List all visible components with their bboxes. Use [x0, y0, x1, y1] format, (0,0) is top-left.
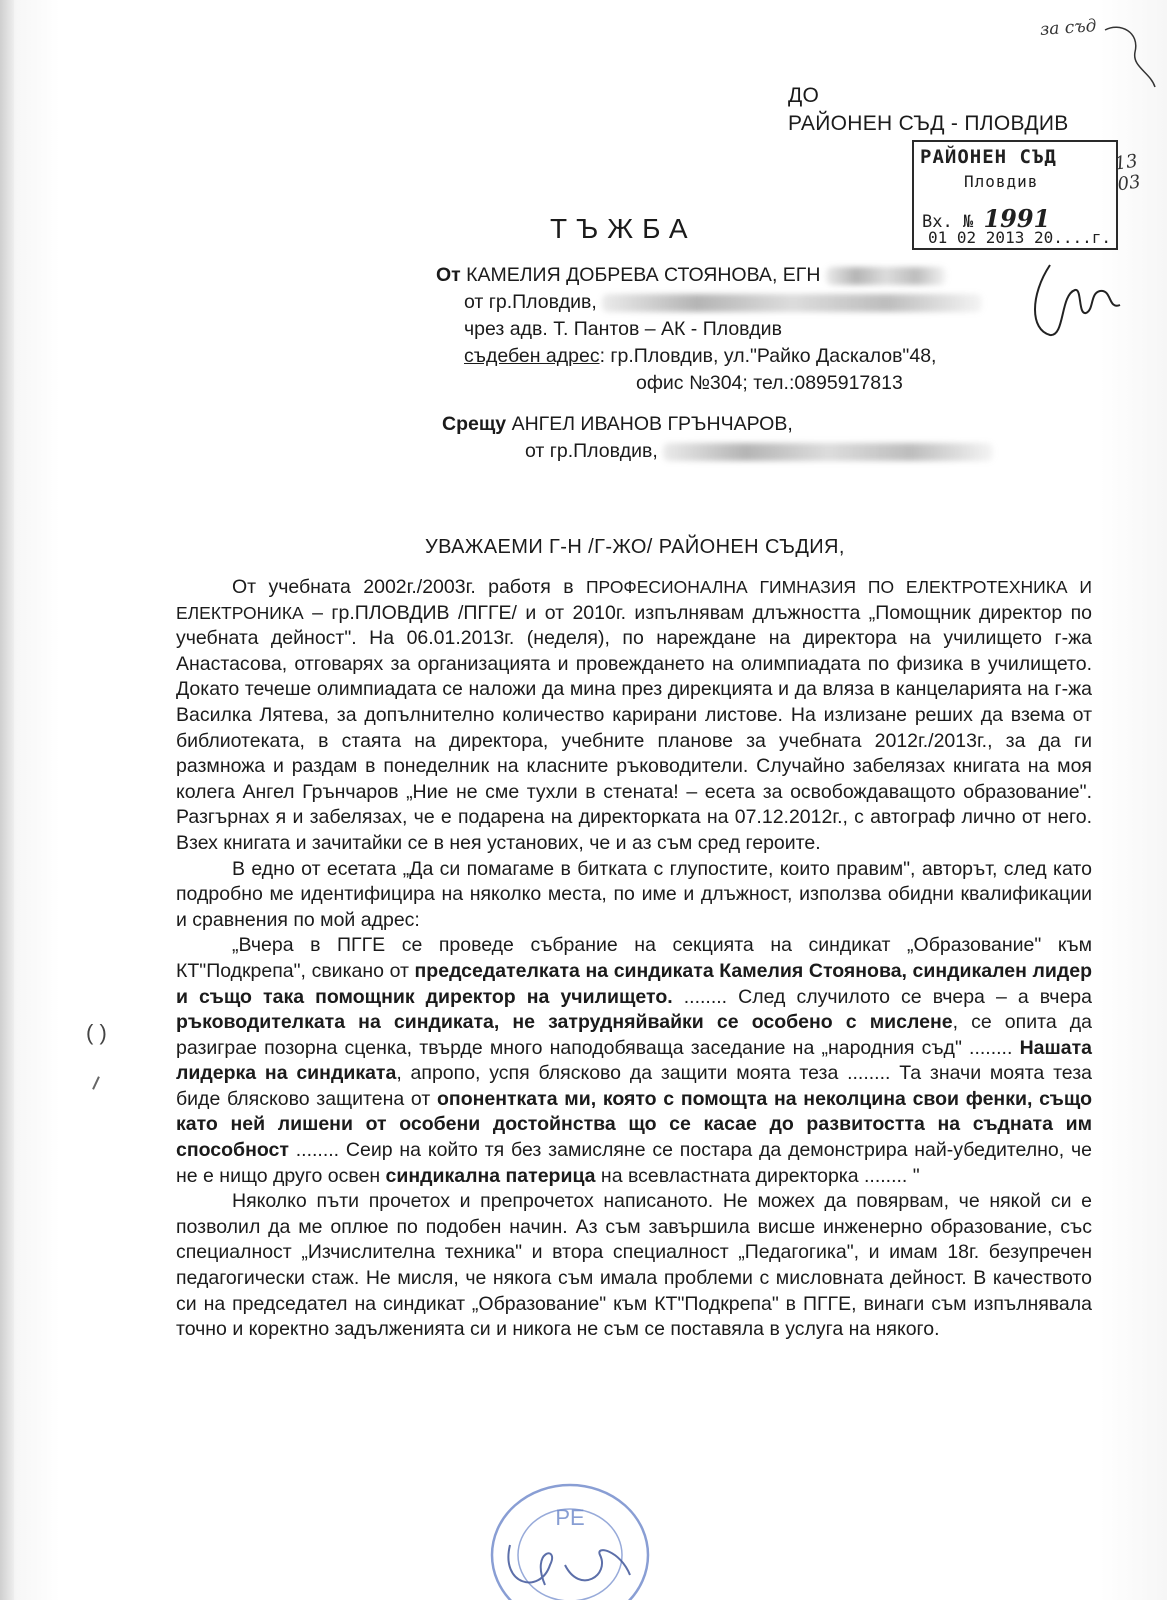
plaintiff-court-address-line	[436, 343, 982, 370]
handwritten-curl-icon	[1100, 22, 1160, 92]
paragraph-1: От учебната 2002г./2003г. работя в ПРОФЕСИОНАЛНА ГИМНАЗИЯ ПО ЕЛЕКТРОТЕХНИКА И ЕЛЕКТРОНИКА – гр.ПЛОВДИВ /ПГГЕ/ и от 2010г. изпълнявам длъжността „Помощник директор по учебната дейност". На 06.01.2013г. (неделя), по нареждане на директора на училището г-жа Анастасова, отговарях за организацията и провеждането на олимпиадата по физика в училището. Докато течеше олимпиадата се наложи да мина през дирекцията и да вляза в канцеларията на г-жа Василка Лятева, за допълнително количество карирани листове. На излизане реших да взема от библиотеката, в стаята на директора, учебните планове за учебната 2012г./2013г., за да ги размножа и раздам в понеделник на класните ръководители. Случайно забелязах книгата на моя колега Ангел Грънчаров „Ние не сме тухли в стената! – есета за освобождаващото образование". Разгърнах я и забелязах, че е подарена на директорката на 07.12.2012г., с автограф лично от него. Взех книгата и зачитайки се в нея установих, че и аз съм сред героите.	[176, 576, 1092, 854]
signature-icon	[1020, 255, 1130, 345]
plaintiff-city-line	[436, 289, 982, 316]
document-title: ТЪЖБА	[550, 213, 697, 244]
stamp-date	[928, 228, 1111, 247]
defendant-name: АНГЕЛ ИВАНОВ ГРЪНЧАРОВ,	[511, 413, 793, 435]
stamp-in-number: Вх. № 1991	[922, 204, 1051, 233]
paragraph-3: Няколко пъти прочетох и препрочетох написаното. Не можех да повярвам, че някой си е позволил да ме оплюе по подобен начин. Аз съм завършила висше инженерно образование, със специалност „Изчислителна техника" и втора специалност „Педагогика", и имам 18г. безупречен педагогически стаж. Не мисля, че някога съм имала проблеми с мисловната дейност. В качеството си на председател на синдикат „Образование" към КТ"Подкрепа" в ПГГЕ, винаги съм изпълнявала точно и коректно задълженията си и никога не съм се поставяла в услуга на някого.	[176, 1190, 1092, 1341]
plaintiff-via: чрез адв. Т. Пантов – АК - Пловдив	[464, 318, 782, 340]
page-fold-shadow	[0, 0, 14, 1600]
stamp-handwritten-corner: 13 03	[1113, 150, 1142, 196]
plaintiff-city: от гр.Пловдив,	[464, 291, 597, 313]
round-seal-icon	[470, 1455, 670, 1600]
redacted-address	[602, 294, 982, 312]
stamp-date-value: 01 02 2013	[928, 228, 1025, 247]
defendant-city: от гр.Пловдив,	[525, 440, 658, 462]
defendant-block	[442, 411, 993, 465]
court-address: : гр.Пловдив, ул."Райко Даскалов"48,	[599, 345, 937, 367]
from-label: От	[436, 264, 461, 286]
addressee-court: РАЙОНЕН СЪД - ПЛОВДИВ	[788, 112, 1069, 135]
stamp-year-suffix: 20....г.	[1033, 228, 1112, 247]
redacted-egn	[826, 267, 946, 285]
addressee-to: ДО	[788, 84, 820, 107]
quoted-excerpt: „Вчера в ПГГЕ се проведе събрание на секцията на синдикат „Образование" към КТ"Подкрепа", свикано от председателката на синдиката Камелия Стоянова, синдикален лидер и също така помощник директор на училището. ........ След случилото се вчера – а вчера ръководителката на синдиката, не затрудняйвайки се особено с мислене, се опита да разиграе позорна сценка, твърде много наподобяваща заседание на „народния съд" ........ Нашата лидерка на синдиката, апропо, успя блясково да защити моята теза ........ Та значи моята теза биде блясково защитена от опонентката ми, която с помощта на неколцина свои фенки, също като ней лишени от особени достойнства що се касае до развитостта на съдната им способност ........ Сеир на който тя без замисляне се постара да демонстрира най-убедително, че не е нищо друго освен синдикална патерица на всевластната директорка ........ "	[176, 934, 1092, 1187]
defendant-name-line	[442, 411, 993, 438]
redacted-defendant-address	[663, 443, 993, 461]
paragraph-2: В едно от есетата „Да си помагаме в битката с глупостите, които правим", авторът, след като подробно ме идентифицира на няколко места, по име и длъжност, използва обидни квалификации и сравнения по мой адрес:	[176, 857, 1092, 931]
school-name: ПРОФЕСИОНАЛНА ГИМНАЗИЯ ПО ЕЛЕКТРОТЕХНИКА И ЕЛЕКТРОНИКА	[176, 577, 1092, 623]
salutation: УВАЖАЕМИ Г-Н /Г-ЖО/ РАЙОНЕН СЪДИЯ,	[425, 536, 845, 558]
court-address-label: съдебен адрес	[464, 345, 600, 367]
complaint-body	[176, 575, 1092, 1343]
plaintiff-office: офис №304; тел.:0895917813	[636, 372, 903, 394]
addressee-block	[788, 82, 1069, 138]
stamp-city: Пловдив	[964, 172, 1039, 191]
stamp-court-name: РАЙОНЕН СЪД	[920, 146, 1057, 168]
margin-tick-mark	[92, 1076, 100, 1090]
stamp-in-number-value: 1991	[983, 204, 1051, 233]
court-registration-stamp	[912, 140, 1118, 250]
against-label: Срещу	[442, 413, 507, 435]
margin-bracket-mark: ( )	[86, 1020, 107, 1045]
plaintiff-name: КАМЕЛИЯ ДОБРЕВА СТОЯНОВА, ЕГН	[466, 264, 821, 286]
handwritten-corner-note: за съд	[1039, 16, 1098, 40]
plaintiff-block	[436, 262, 982, 397]
seal-text: РЕ	[555, 1505, 585, 1530]
defendant-city-line	[442, 438, 993, 465]
plaintiff-name-line	[436, 262, 982, 289]
